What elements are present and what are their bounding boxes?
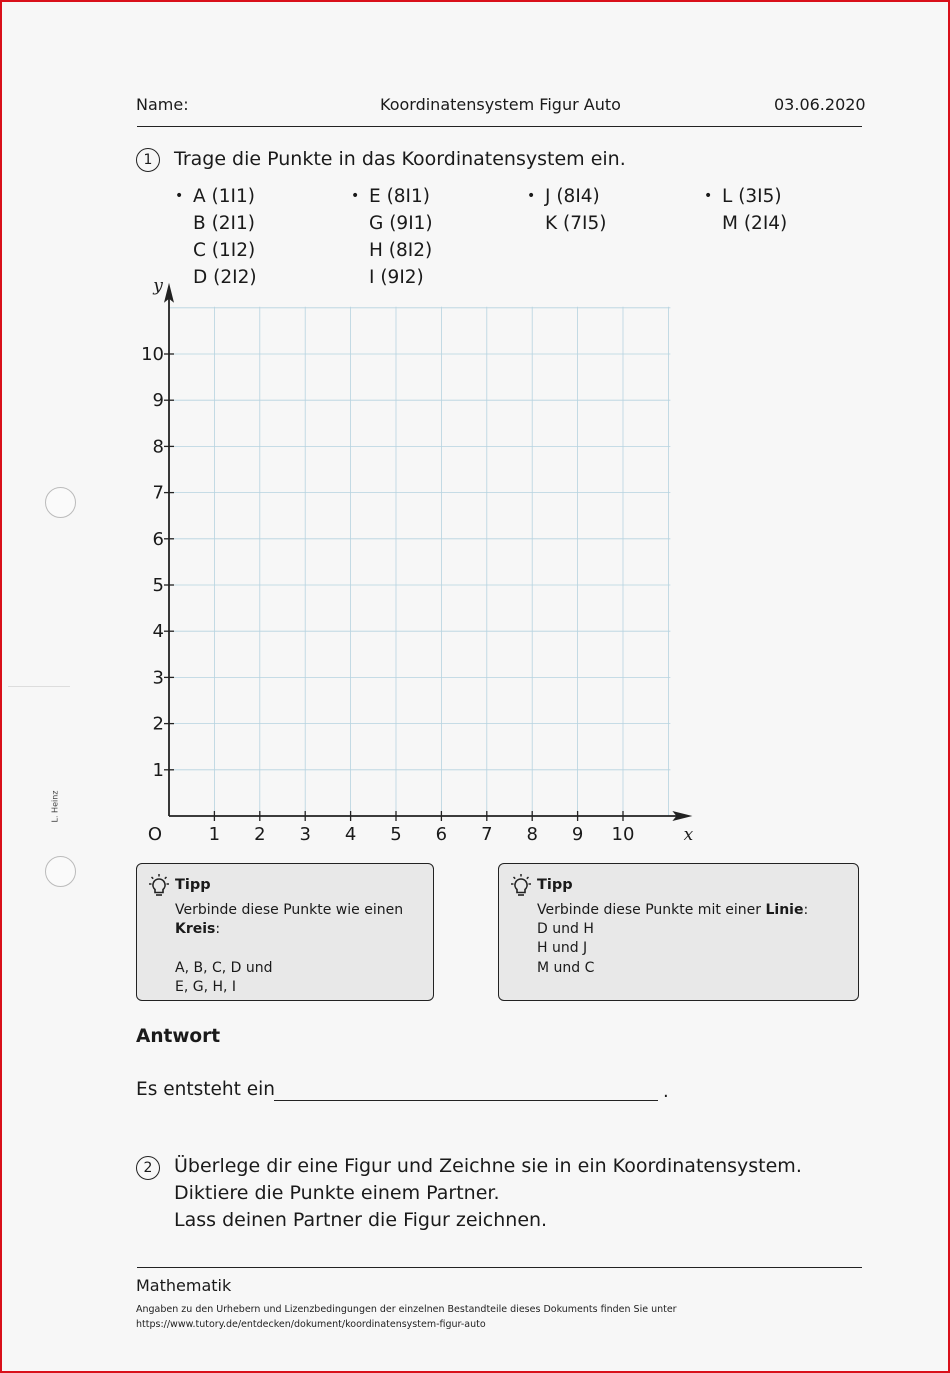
tip-colon: :	[215, 921, 221, 937]
point-item: G (9I1)	[369, 213, 433, 234]
answer-prompt: Es entsteht ein	[136, 1079, 275, 1100]
x-tick-label: 1	[208, 824, 221, 845]
x-tick-label: 5	[390, 824, 402, 845]
task-number-2: 2	[136, 1156, 160, 1180]
point-item: J (8I4)	[545, 186, 600, 207]
x-tick-label: 4	[344, 824, 357, 845]
y-tick-label: 1	[152, 759, 164, 781]
bullet: •	[704, 188, 713, 204]
answer-period: .	[663, 1081, 669, 1102]
subject-label: Mathematik	[136, 1276, 232, 1295]
tip-bold: Kreis	[175, 921, 216, 937]
point-item: D (2I2)	[193, 267, 257, 288]
x-tick-label: 7	[481, 824, 493, 845]
task2-line: Diktiere die Punkte einem Partner.	[174, 1182, 500, 1204]
lightbulb-icon	[508, 873, 534, 899]
tip-line	[537, 902, 808, 918]
answer-heading: Antwort	[136, 1026, 221, 1047]
point-item: A (1I1)	[193, 186, 255, 207]
x-tick-label: 2	[254, 824, 266, 845]
tip-line	[175, 921, 220, 937]
tip-line: H und J	[537, 940, 588, 956]
tip-line: D und H	[537, 921, 594, 937]
coordinate-system	[2, 2, 948, 852]
point-item: C (1I2)	[193, 240, 256, 261]
name-label: Name:	[136, 95, 189, 114]
task-number-1: 1	[136, 148, 160, 172]
task2-line: Lass deinen Partner die Figur zeichnen.	[174, 1209, 548, 1231]
y-tick-label: 9	[152, 390, 164, 412]
tip-title: Tipp	[537, 877, 573, 893]
point-item: I (9I2)	[369, 267, 424, 288]
tip-line: E, G, H, I	[175, 979, 237, 995]
tip-line: A, B, C, D und	[175, 960, 273, 976]
task1-text: Trage die Punkte in das Koordinatensystem ein.	[174, 148, 626, 170]
point-item: B (2I1)	[193, 213, 256, 234]
credit-text: Angaben zu den Urhebern und Lizenzbedingungen der einzelnen Bestandteile dieses Dokuments finden Sie unter	[136, 1304, 677, 1315]
point-item: E (8I1)	[369, 186, 431, 207]
y-axis-label: y	[153, 275, 163, 296]
answer-blank[interactable]	[274, 1100, 658, 1101]
x-tick-label: 3	[299, 824, 311, 845]
x-tick-label: 9	[571, 824, 584, 845]
point-item: L (3I5)	[722, 186, 782, 207]
tip-bold: Linie	[765, 902, 804, 918]
tip-text-prefix: Verbinde diese Punkte mit einer	[537, 902, 766, 918]
x-tick-label: 8	[526, 824, 538, 845]
y-tick-label: 2	[152, 713, 164, 735]
tip-line: M und C	[537, 960, 595, 976]
point-item: M (2I4)	[722, 213, 788, 234]
credit-url[interactable]: https://www.tutory.de/entdecken/dokument/koordinatensystem-figur-auto	[136, 1319, 486, 1330]
footer-rule	[137, 1267, 862, 1268]
x-tick-label: 10	[611, 824, 635, 845]
point-item: K (7I5)	[545, 213, 607, 234]
y-tick-label: 7	[152, 482, 164, 504]
tip-box-lines	[498, 863, 859, 1001]
origin-label: O	[147, 824, 163, 845]
tip-title: Tipp	[175, 877, 211, 893]
tip-colon: :	[803, 902, 809, 918]
y-tick-label: 3	[152, 667, 164, 689]
lightbulb-icon	[146, 873, 172, 899]
y-tick-label: 4	[152, 621, 164, 643]
bullet: •	[527, 188, 536, 204]
point-item: H (8I2)	[369, 240, 433, 261]
bullet: •	[175, 188, 184, 204]
task2-line: Überlege dir eine Figur und Zeichne sie in ein Koordinatensystem.	[174, 1155, 802, 1177]
y-tick-label: 8	[152, 436, 164, 458]
punch-hole-bottom	[45, 856, 76, 887]
bullet: •	[351, 188, 360, 204]
tip-box-circle	[136, 863, 434, 1001]
date: 03.06.2020	[774, 95, 866, 114]
y-tick-label: 6	[152, 528, 164, 550]
y-tick-label: 10	[141, 344, 164, 365]
author-label: L. Heinz	[50, 790, 60, 823]
tip-line: Verbinde diese Punkte wie einen	[175, 902, 404, 918]
x-tick-label: 6	[435, 824, 448, 845]
y-tick-label: 5	[152, 575, 164, 596]
page-title: Koordinatensystem Figur Auto	[380, 95, 621, 114]
x-axis-label: x	[683, 825, 694, 845]
